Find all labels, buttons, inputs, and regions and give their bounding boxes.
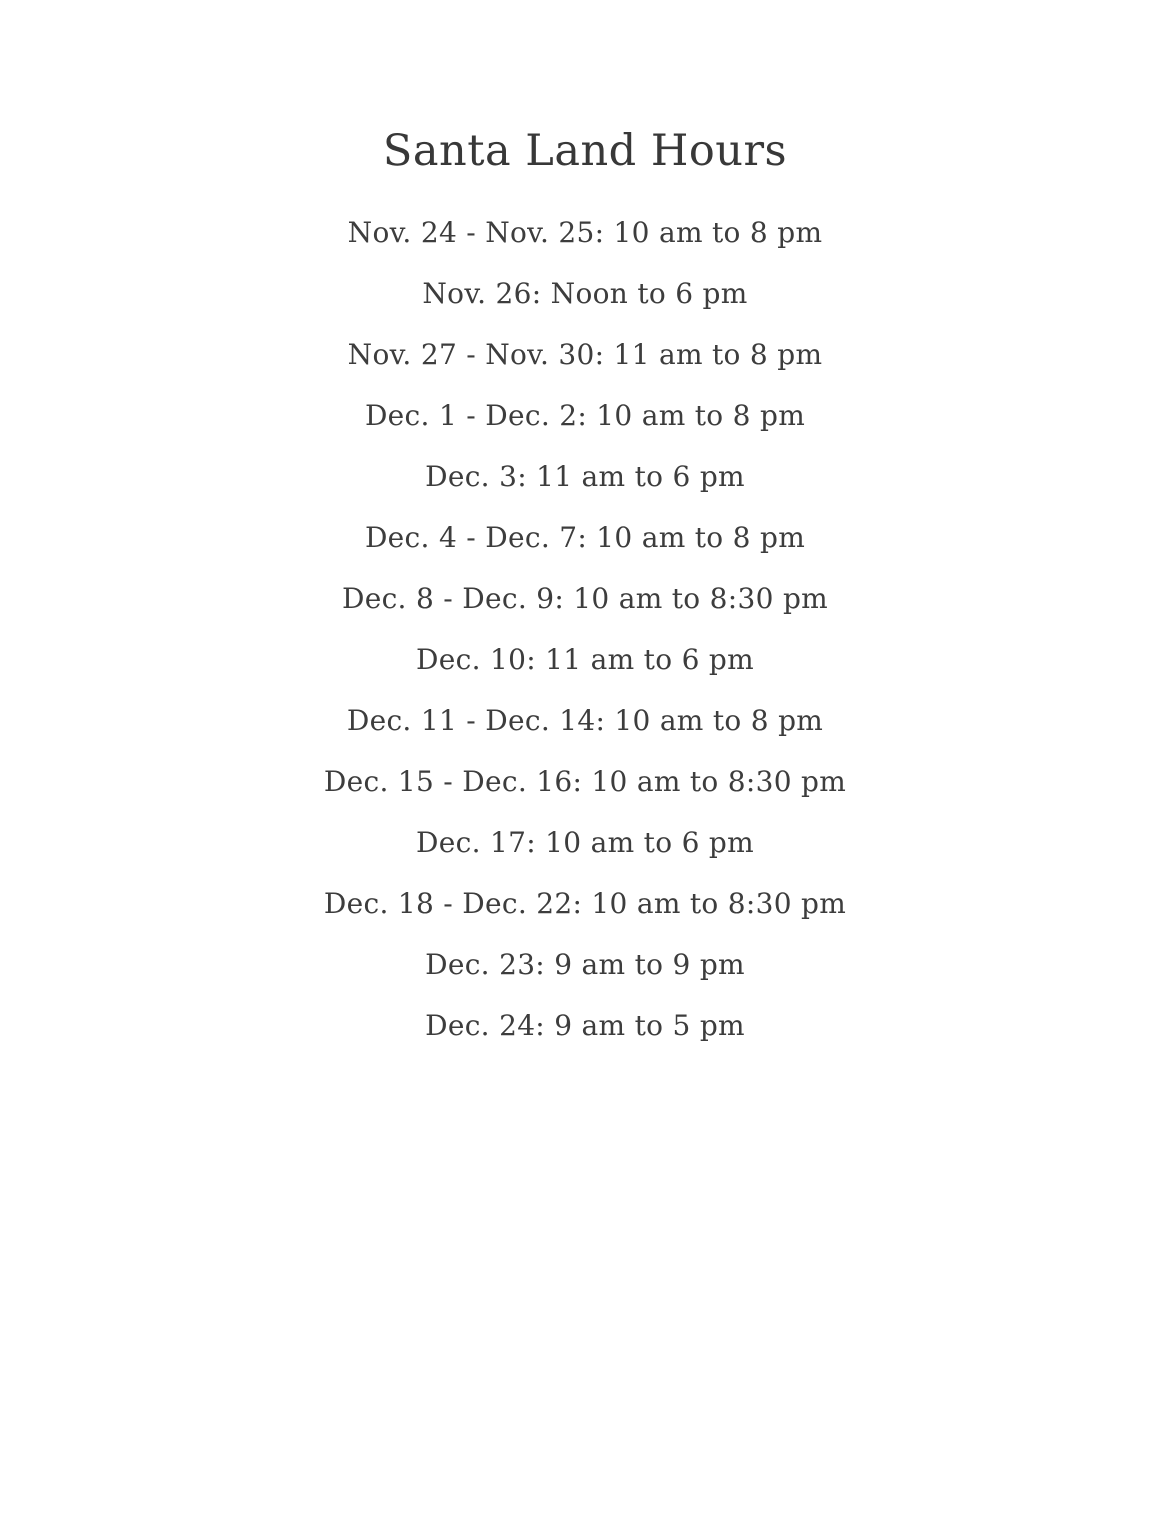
schedule-line: Dec. 8 - Dec. 9: 10 am to 8:30 pm [341,581,829,615]
schedule-line: Dec. 1 - Dec. 2: 10 am to 8 pm [364,398,806,432]
schedule-line: Dec. 23: 9 am to 9 pm [425,947,745,981]
schedule-line: Dec. 10: 11 am to 6 pm [416,642,754,676]
schedule-line: Nov. 26: Noon to 6 pm [422,276,748,310]
schedule-line: Nov. 27 - Nov. 30: 11 am to 8 pm [347,337,823,371]
schedule-line: Nov. 24 - Nov. 25: 10 am to 8 pm [347,215,823,249]
schedule-line: Dec. 17: 10 am to 6 pm [416,825,754,859]
schedule-line: Dec. 11 - Dec. 14: 10 am to 8 pm [346,703,824,737]
schedule-line: Dec. 24: 9 am to 5 pm [425,1008,745,1042]
schedule-line: Dec. 18 - Dec. 22: 10 am to 8:30 pm [323,886,847,920]
schedule-line: Dec. 3: 11 am to 6 pm [425,459,745,493]
schedule-line: Dec. 15 - Dec. 16: 10 am to 8:30 pm [323,764,847,798]
schedule-list [0,202,1170,1056]
page-title: Santa Land Hours [382,126,788,176]
schedule-line: Dec. 4 - Dec. 7: 10 am to 8 pm [364,520,806,554]
